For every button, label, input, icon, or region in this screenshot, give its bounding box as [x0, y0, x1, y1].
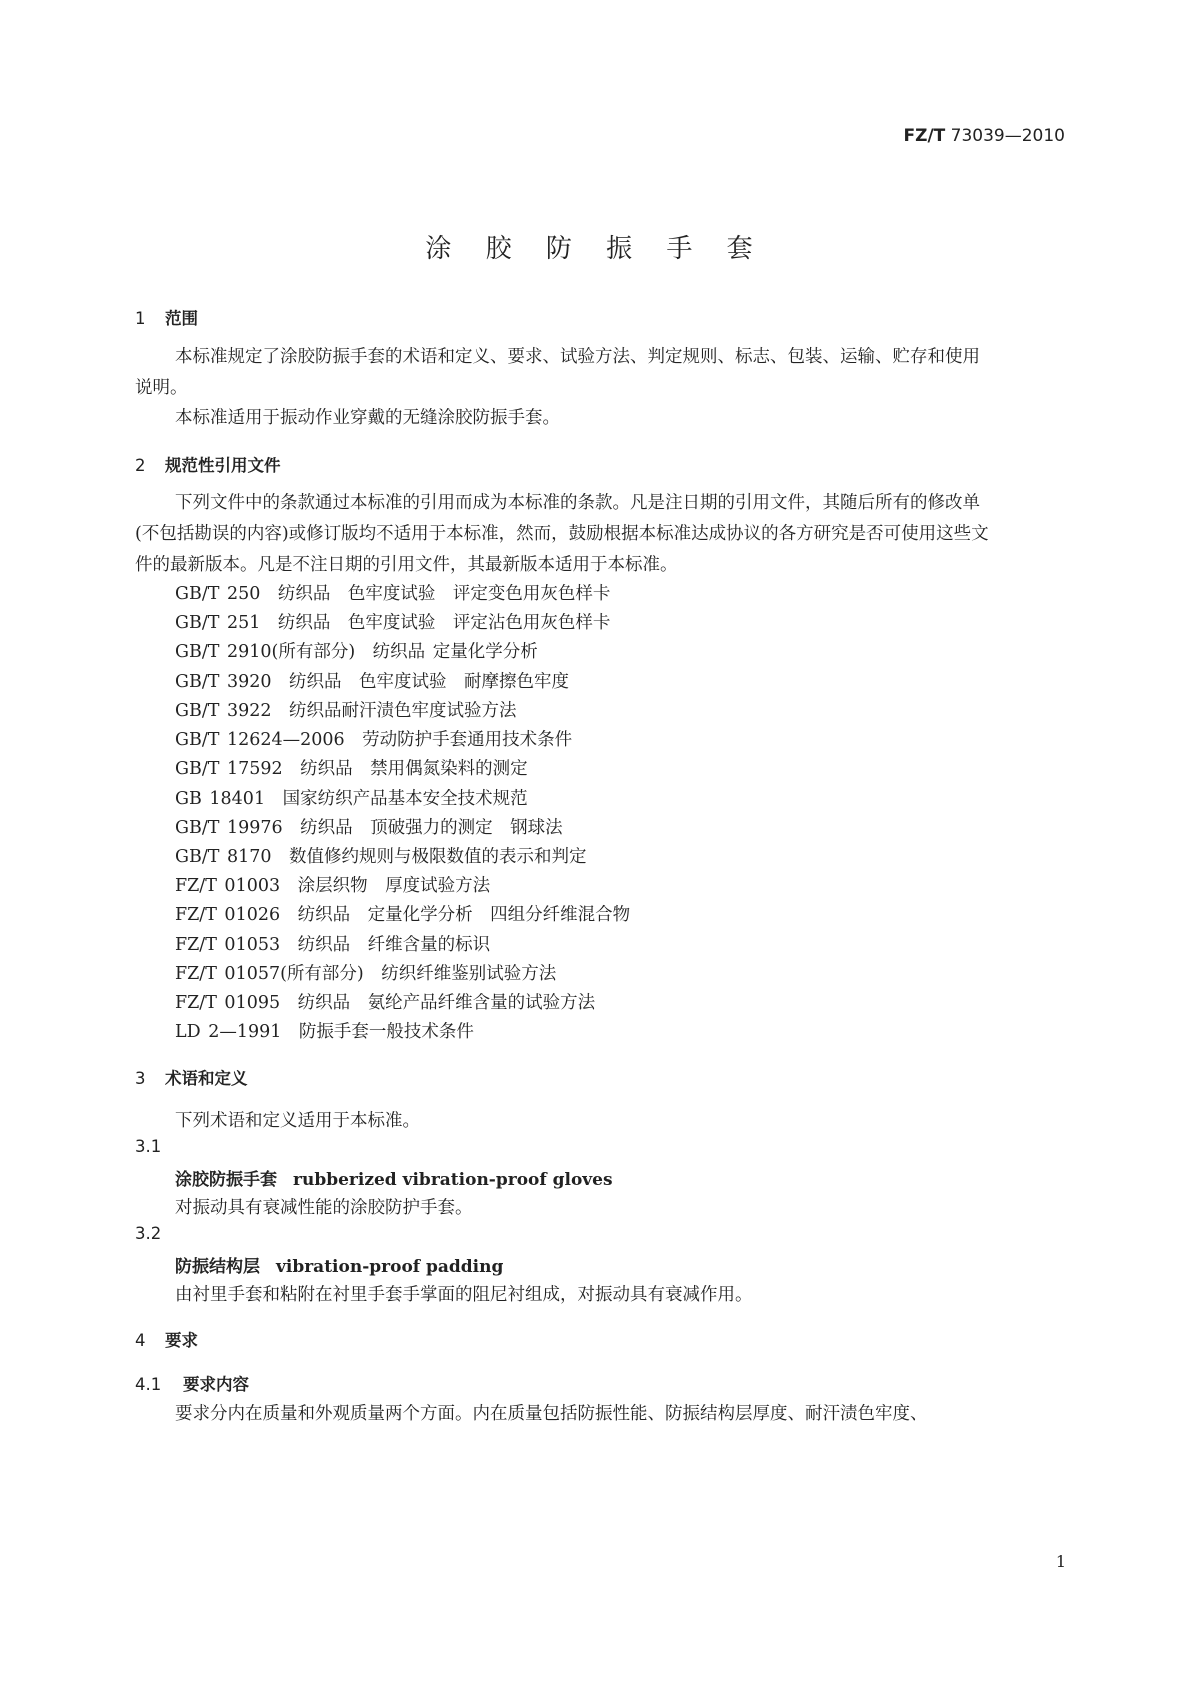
reference-item: GB/T 3920 纺织品 色牢度试验 耐摩擦色牢度 [175, 672, 570, 692]
subsection-title: 要求内容 [183, 1375, 249, 1394]
standard-code [904, 126, 1066, 146]
reference-item: GB/T 17592 纺织品 禁用偶氮染料的测定 [175, 759, 528, 779]
section-2-paragraph-1: 下列文件中的条款通过本标准的引用而成为本标准的条款。凡是注日期的引用文件，其随后所有的修改单(不包括勘误的内容)或修订版均不适用于本标准，然而，鼓励根据本标准达成协议的各方研究是否可使用这些文件的最新版本。凡是不注日期的引用文件，其最新版本适用于本标准。 [135, 493, 989, 575]
reference-item: GB/T 19976 纺织品 顶破强力的测定 钢球法 [175, 818, 563, 838]
term-3-2-number: 3.2 [135, 1224, 162, 1243]
reference-item: GB 18401 国家纺织产品基本安全技术规范 [175, 789, 528, 809]
reference-item: FZ/T 01057(所有部分) 纺织纤维鉴别试验方法 [175, 964, 557, 984]
section-3-paragraph-1: 下列术语和定义适用于本标准。 [175, 1111, 420, 1131]
section-2-heading [135, 452, 281, 476]
section-title: 规范性引用文件 [165, 456, 281, 475]
section-title: 术语和定义 [165, 1069, 248, 1088]
section-number: 4 [135, 1331, 146, 1350]
term-english: rubberized vibration-proof gloves [293, 1170, 613, 1190]
subsection-4-1-paragraph-1: 要求分内在质量和外观质量两个方面。内在质量包括防振性能、防振结构层厚度、耐汗渍色牢度、 [175, 1404, 928, 1424]
reference-item: GB/T 3922 纺织品耐汗渍色牢度试验方法 [175, 701, 517, 721]
section-3-heading [135, 1065, 248, 1089]
reference-item: GB/T 2910(所有部分) 纺织品 定量化学分析 [175, 642, 538, 662]
section-4-heading [135, 1327, 198, 1351]
term-3-2 [175, 1252, 503, 1277]
section-number: 2 [135, 456, 146, 475]
standard-code-number: 73039—2010 [950, 126, 1065, 146]
section-number: 1 [135, 309, 146, 328]
standard-code-prefix: FZ/T [903, 126, 946, 146]
reference-item: GB/T 12624—2006 劳动防护手套通用技术条件 [175, 730, 573, 750]
section-title: 范围 [165, 309, 198, 328]
reference-item: FZ/T 01003 涂层织物 厚度试验方法 [175, 876, 491, 896]
term-chinese: 涂胶防振手套 [175, 1170, 277, 1190]
section-title: 要求 [165, 1331, 198, 1350]
term-3-1 [175, 1165, 613, 1190]
subsection-4-1-heading [135, 1371, 249, 1395]
term-3-1-number: 3.1 [135, 1137, 162, 1156]
section-1-heading [135, 305, 198, 329]
reference-item: GB/T 8170 数值修约规则与极限数值的表示和判定 [175, 847, 587, 867]
reference-item: FZ/T 01026 纺织品 定量化学分析 四组分纤维混合物 [175, 905, 631, 925]
subsection-number: 4.1 [135, 1375, 162, 1394]
reference-item: FZ/T 01053 纺织品 纤维含量的标识 [175, 935, 491, 955]
term-english: vibration-proof padding [276, 1257, 504, 1277]
section-number: 3 [135, 1069, 146, 1088]
reference-item: GB/T 251 纺织品 色牢度试验 评定沾色用灰色样卡 [175, 613, 611, 633]
reference-item: LD 2—1991 防振手套一般技术条件 [175, 1022, 474, 1042]
term-3-2-definition: 由衬里手套和粘附在衬里手套手掌面的阻尼衬组成，对振动具有衰减作用。 [175, 1285, 753, 1305]
term-3-1-definition: 对振动具有衰减性能的涂胶防护手套。 [175, 1198, 473, 1218]
section-1-paragraph-2: 本标准适用于振动作业穿戴的无缝涂胶防振手套。 [175, 408, 560, 428]
document-title: 涂 胶 防 振 手 套 [425, 234, 766, 264]
reference-item: GB/T 250 纺织品 色牢度试验 评定变色用灰色样卡 [175, 584, 611, 604]
page-number: 1 [1055, 1552, 1066, 1571]
section-1-paragraph-1: 本标准规定了涂胶防振手套的术语和定义、要求、试验方法、判定规则、标志、包装、运输、贮存和使用说明。 [135, 347, 980, 398]
term-chinese: 防振结构层 [175, 1257, 260, 1277]
reference-item: FZ/T 01095 纺织品 氨纶产品纤维含量的试验方法 [175, 993, 596, 1013]
